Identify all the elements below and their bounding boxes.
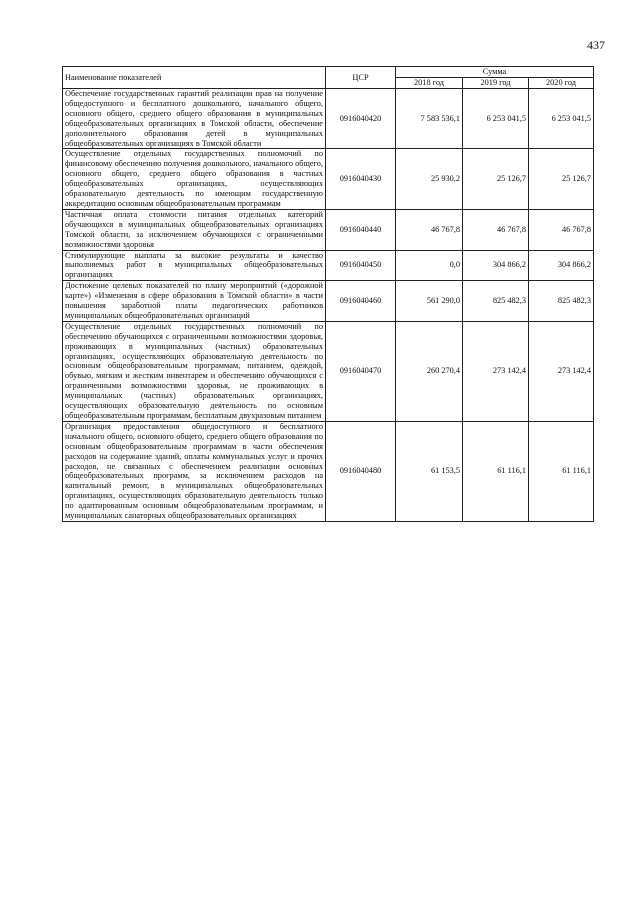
header-year-2020: 2020 год — [529, 78, 594, 89]
table-row — [63, 421, 594, 521]
row-csr: 0916040440 — [326, 209, 396, 250]
header-name: Наименование показателей — [63, 67, 326, 89]
row-sum-2018: 260 270,4 — [396, 321, 463, 421]
row-sum-2019: 6 253 041,5 — [463, 89, 529, 149]
header-sum: Сумма — [396, 67, 594, 78]
row-name: Достижение целевых показателей по плану мероприятий («дорожной карте») «Изменения в сфере образования в Томской области» в части повышения заработной платы педагогических работников муниципальных общеобразовательных организаций — [63, 281, 326, 322]
row-sum-2019: 273 142,4 — [463, 321, 529, 421]
row-sum-2020: 6 253 041,5 — [529, 89, 594, 149]
row-sum-2020: 61 116,1 — [529, 421, 594, 521]
row-sum-2018: 25 930,2 — [396, 149, 463, 209]
row-sum-2018: 7 583 536,1 — [396, 89, 463, 149]
row-sum-2020: 25 126,7 — [529, 149, 594, 209]
row-sum-2019: 25 126,7 — [463, 149, 529, 209]
row-sum-2018: 0,0 — [396, 250, 463, 281]
row-sum-2019: 46 767,8 — [463, 209, 529, 250]
row-name: Обеспечение государственных гарантий реализации прав на получение общедоступного и бесплатного дошкольного, начального общего, основного общего, среднего общего образования в муниципальных общеобразовательных организациях в Томской области, обеспечение дополнительного образования детей в муниципальных общеобразовательных организациях в Томской области — [63, 89, 326, 149]
header-year-2018: 2018 год — [396, 78, 463, 89]
row-name: Стимулирующие выплаты за высокие результаты и качество выполняемых работ в муниципальных общеобразовательных организациях — [63, 250, 326, 281]
table-row — [63, 281, 594, 322]
row-name: Частичная оплата стоимости питания отдельных категорий обучающихся в муниципальных общеобразовательных организациях Томской области, за исключением обучающихся с ограниченными возможностями здоровья — [63, 209, 326, 250]
header-csr: ЦСР — [326, 67, 396, 89]
row-sum-2020: 304 866,2 — [529, 250, 594, 281]
row-sum-2018: 561 290,0 — [396, 281, 463, 322]
page-number: 437 — [587, 38, 605, 52]
row-sum-2019: 825 482,3 — [463, 281, 529, 322]
row-sum-2019: 61 116,1 — [463, 421, 529, 521]
row-name: Осуществление отдельных государственных полномочий по финансовому обеспечению получения дошкольного, начального общего, основного общего, среднего общего образования в частных общеобразовательных организациях, осуществляющих образовательную деятельность по имеющим государственную аккредитацию основным общеобразовательным программам — [63, 149, 326, 209]
row-csr: 0916040480 — [326, 421, 396, 521]
row-csr: 0916040420 — [326, 89, 396, 149]
row-sum-2019: 304 866,2 — [463, 250, 529, 281]
header-year-2019: 2019 год — [463, 78, 529, 89]
table-header — [63, 67, 594, 89]
row-sum-2020: 273 142,4 — [529, 321, 594, 421]
row-csr: 0916040450 — [326, 250, 396, 281]
row-sum-2020: 46 767,8 — [529, 209, 594, 250]
row-sum-2018: 61 153,5 — [396, 421, 463, 521]
row-sum-2018: 46 767,8 — [396, 209, 463, 250]
row-csr: 0916040470 — [326, 321, 396, 421]
row-csr: 0916040430 — [326, 149, 396, 209]
table-row — [63, 321, 594, 421]
row-sum-2020: 825 482,3 — [529, 281, 594, 322]
row-csr: 0916040460 — [326, 281, 396, 322]
row-name: Организация предоставления общедоступного и бесплатного начального общего, основного общего, среднего общего образования по основным общеобразовательным программам в части обеспечения расходов на содержание зданий, оплаты коммунальных услуг и прочих расходов, не связанных с обеспечением реализации основных общеобразовательных программ, за исключением расходов на капитальный ремонт, в муниципальных общеобразовательных организациях, осуществляющих образовательную деятельность только по адаптированным основным общеобразовательным программам, и муниципальных санаторных общеобразовательных организациях — [63, 421, 326, 521]
row-name: Осуществление отдельных государственных полномочий по обеспечению обучающихся с ограниченными возможностями здоровья, проживающих в муниципальных (частных) образовательных организациях, осуществляющих образовательную деятельность по основным общеобразовательным программам, питанием, одеждой, обувью, мягким и жестким инвентарем и обеспечению обучающихся с ограниченными возможностями здоровья, не проживающих в муниципальных (частных) образовательных организациях, осуществляющих образовательную деятельность по основным общеобразовательным программам, бесплатным двухразовым питанием — [63, 321, 326, 421]
table-row — [63, 250, 594, 281]
table-row — [63, 89, 594, 149]
budget-table — [62, 66, 594, 522]
table-row — [63, 149, 594, 209]
table-row — [63, 209, 594, 250]
